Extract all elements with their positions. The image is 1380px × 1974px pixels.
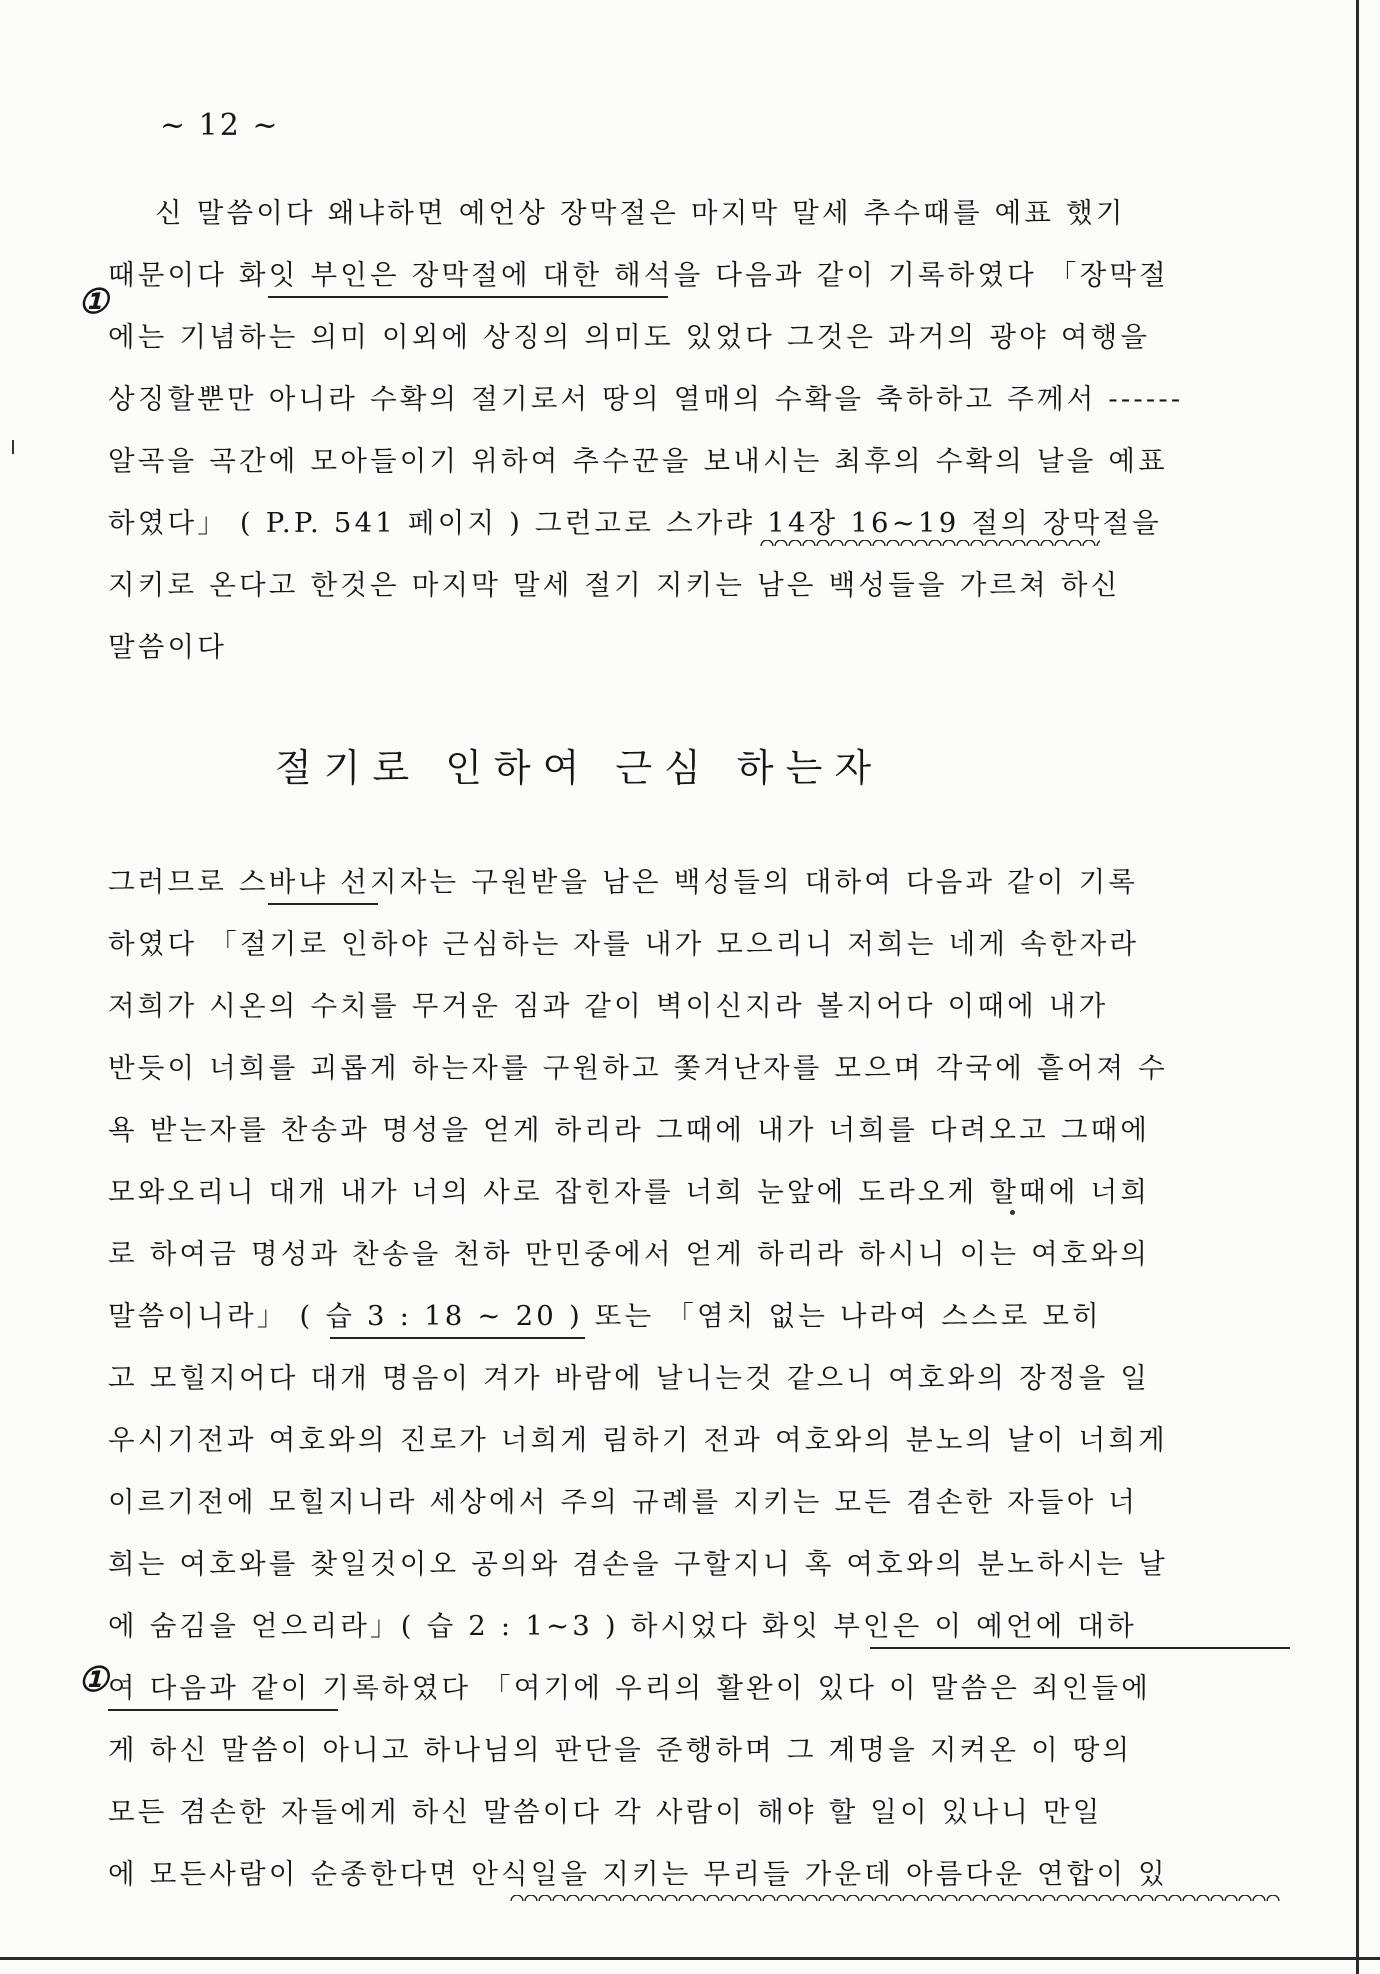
paragraph-2-line: 모든 겸손한 자들에게 하신 말씀이다 각 사람이 해야 할 일이 있나니 만일 <box>108 1796 1103 1828</box>
margin-mark-bottom: ① <box>78 1660 109 1700</box>
section-heading: 절기로 인하여 근심 하는자 <box>275 746 884 790</box>
paragraph-2-line: 이르기전에 모힐지니라 세상에서 주의 규례를 지키는 모든 겸손한 자들아 너 <box>108 1486 1139 1518</box>
paragraph-2-line: 그러므로 스바냐 선지자는 구원받을 남은 백성들의 대하여 다음과 같이 기록 <box>108 866 1139 898</box>
paragraph-2-line: 에 모든사람이 순종한다면 안식일을 지키는 무리들 가운데 아름다운 연합이 있 <box>108 1858 1168 1890</box>
scan-speck <box>12 440 14 454</box>
paragraph-2-line: 저희가 시온의 수치를 무거운 짐과 같이 벽이신지라 볼지어다 이때에 내가 <box>108 990 1109 1022</box>
paragraph-1-line: 지키로 온다고 한것은 마지막 말세 절기 지키는 남은 백성들을 가르쳐 하신 <box>108 569 1121 601</box>
paragraph-1-line: 상징할뿐만 아니라 수확의 절기로서 땅의 열매의 수확을 축하하고 주께서 ------ <box>108 383 1184 415</box>
paragraph-2-line: 로 하여금 명성과 찬송을 천하 만민중에서 얻게 하리라 하시니 이는 여호와의 <box>108 1238 1151 1270</box>
underline <box>268 296 668 298</box>
underline <box>268 903 378 905</box>
margin-mark-top: ① <box>78 282 109 322</box>
paragraph-1-line: 말씀이다 <box>108 631 228 663</box>
paragraph-2-line: 하였다 「절기로 인하야 근심하는 자를 내가 모으리니 저희는 네게 속한자라 <box>108 928 1140 960</box>
paragraph-1-line: 하였다」 ( P.P. 541 페이지 ) 그런고로 스가랴 14장 16~19 절의 장막절을 <box>108 507 1162 539</box>
scan-edge-bottom <box>0 1957 1380 1960</box>
paragraph-2-line: 모와오리니 대개 내가 너의 사로 잡힌자를 너희 눈앞에 도라오게 할때에 너희 <box>108 1176 1151 1208</box>
paragraph-2-line: 여 다음과 같이 기록하였다 「여기에 우리의 활완이 있다 이 말씀은 죄인들에 <box>108 1672 1152 1704</box>
underline <box>760 540 1100 546</box>
paragraph-1-line: 때문이다 화잇 부인은 장막절에 대한 해석을 다음과 같이 기록하였다 「장막절 <box>108 259 1169 291</box>
paragraph-2-line: 욕 받는자를 찬송과 명성을 얻게 하리라 그때에 내가 너희를 다려오고 그때에 <box>108 1114 1151 1146</box>
paragraph-2-line: 게 하신 말씀이 아니고 하나님의 판단을 준행하며 그 계명을 지켜온 이 땅의 <box>108 1734 1133 1766</box>
paragraph-2-line: 희는 여호와를 찾일것이오 공의와 겸손을 구할지니 혹 여호와의 분노하시는 날 <box>108 1548 1168 1580</box>
paragraph-1-line: 신 말씀이다 왜냐하면 예언상 장막절은 마지막 말세 추수때를 예표 했기 <box>155 197 1126 229</box>
page-number: ~ 12 ~ <box>160 108 280 143</box>
paragraph-2-line: 반듯이 너희를 괴롭게 하는자를 구원하고 쫓겨난자를 모으며 각국에 흩어져 수 <box>108 1052 1168 1084</box>
paragraph-2-line: 에 숨김을 얻으리라」( 습 2 : 1~3 ) 하시었다 화잇 부인은 이 예언에 대하 <box>108 1610 1137 1642</box>
underline <box>870 1647 1290 1649</box>
underline <box>330 1337 585 1339</box>
underline <box>108 1709 338 1711</box>
scan-edge-right <box>1356 0 1359 1974</box>
paragraph-2-line: 우시기전과 여호와의 진로가 너희게 림하기 전과 여호와의 분노의 날이 너희게 <box>108 1424 1168 1456</box>
paragraph-1-line: 에는 기념하는 의미 이외에 상징의 의미도 있었다 그것은 과거의 광야 여행을 <box>108 321 1151 353</box>
underline <box>510 1895 1280 1901</box>
scan-speck <box>1010 1210 1015 1215</box>
paragraph-2-line: 고 모힐지어다 대개 명음이 겨가 바람에 날니는것 같으니 여호와의 장정을 일 <box>108 1362 1151 1394</box>
paragraph-1-line: 알곡을 곡간에 모아들이기 위하여 추수꾼을 보내시는 최후의 수확의 날을 예표 <box>108 445 1168 477</box>
paragraph-2-line: 말씀이니라」 ( 습 3 : 18 ~ 20 ) 또는 「염치 없는 나라여 스스로 모히 <box>108 1300 1102 1332</box>
